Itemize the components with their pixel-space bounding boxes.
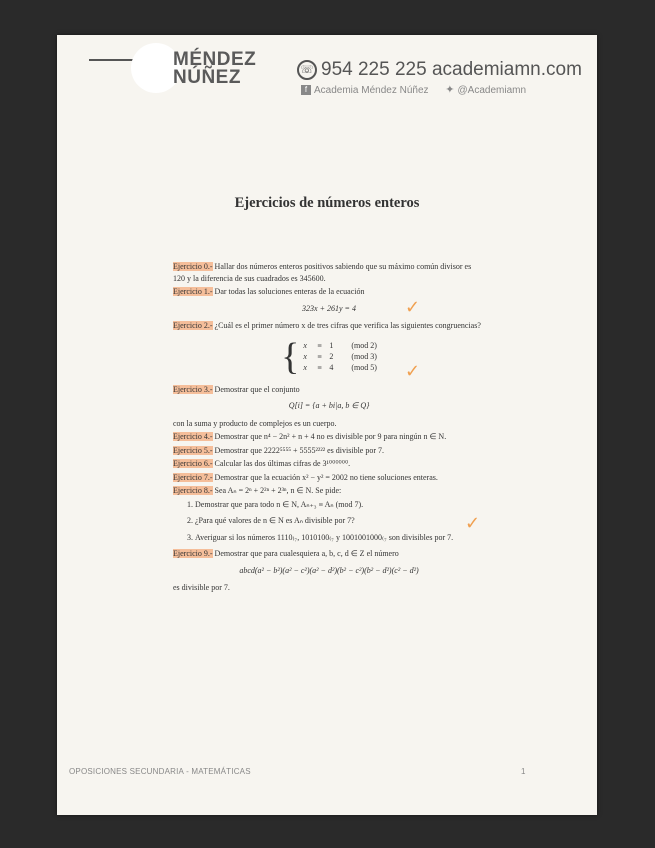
- list-item: 3. Averiguar si los números 1110₍₇, 1010100₍₇ y 1001001000₍₇ son divisibles por 7.: [195, 532, 485, 544]
- exercise-text: Hallar dos números enteros positivos sabiendo que su máximo común divisor es 120 y la diferencia de sus cuadrados es 345600.: [173, 262, 472, 283]
- exercise-text: Demostrar que n⁴ − 2n² + n + 4 no es divisible por 9 para ningún n ∈ N.: [214, 432, 447, 441]
- equation: 323x + 261y = 4: [302, 303, 356, 313]
- exercise-3-after: con la suma y producto de complejos es un cuerpo.: [173, 418, 337, 428]
- exercise-label: Ejercicio 7.-: [173, 472, 213, 482]
- document-page: [57, 35, 597, 815]
- congruence-row: x ≡ 4 (mod 5): [303, 363, 377, 372]
- logo: [173, 51, 256, 87]
- exercise-text: ¿Cuál es el primer número x de tres cifras que verifica las siguientes congruencias?: [214, 321, 481, 330]
- twitter-handle: @Academiamn: [457, 85, 527, 96]
- exercise-list: [173, 261, 485, 596]
- exercise-9-after: es divisible por 7.: [173, 583, 230, 592]
- exercise-6: [173, 458, 485, 470]
- exercise-5: [173, 445, 485, 457]
- exercise-label: Ejercicio 9.-: [173, 549, 213, 558]
- list-item: 1. Demostrar que para todo n ∈ N, Aₙ₊₃ ≡ Aₙ (mod 7).: [195, 499, 485, 511]
- exercise-3: [173, 384, 485, 396]
- exercise-label: Ejercicio 1.-: [173, 287, 213, 296]
- exercise-text: Demostrar que 2222⁵⁵⁵⁵ + 5555²²²² es divisible por 7.: [214, 445, 385, 455]
- exercise-1: [173, 286, 485, 298]
- exercise-text: Demostrar que para cualesquiera a, b, c, d ∈ Z el número: [214, 549, 399, 558]
- exercise-label: Ejercicio 0.-: [173, 262, 213, 271]
- exercise-7: [173, 472, 485, 484]
- exercise-2: [173, 320, 485, 332]
- exercise-0: [173, 261, 485, 284]
- exercise-4: [173, 431, 485, 443]
- exercise-label: Ejercicio 6.-: [173, 459, 213, 468]
- website: academiamn.com: [431, 59, 582, 80]
- contact-phone: [297, 59, 582, 81]
- congruence-system: [173, 335, 485, 378]
- facebook-name: Academia Méndez Núñez: [314, 85, 429, 96]
- logo-line1: MÉNDEZ: [173, 49, 257, 70]
- exercise-label: Ejercicio 4.-: [173, 432, 213, 441]
- phone-number: 954 225 225: [321, 59, 427, 80]
- phone-icon: ☏: [297, 60, 317, 80]
- checkmark-icon: ✓: [405, 297, 421, 318]
- checkmark-icon: ✓: [405, 361, 421, 382]
- exercise-text: Sea Aₙ = 2ⁿ + 2²ⁿ + 2³ⁿ, n ∈ N. Se pide:: [214, 486, 342, 495]
- exercise-8: [173, 485, 485, 497]
- checkmark-icon: ✓: [465, 513, 481, 534]
- list-item: 2. ¿Para qué valores de n ∈ N es Aₙ divisible por 7?: [195, 515, 485, 527]
- footer-text: OPOSICIONES SECUNDARIA - MATEMÁTICAS: [69, 767, 251, 776]
- page-number: 1: [521, 767, 526, 776]
- exercise-label: Ejercicio 8.-: [173, 486, 213, 495]
- exercise-label: Ejercicio 5.-: [173, 445, 213, 455]
- twitter-icon: ✦: [445, 84, 455, 96]
- page-title: Ejercicios de números enteros: [234, 195, 420, 211]
- exercise-text: Dar todas las soluciones enteras de la ecuación: [214, 287, 365, 296]
- exercise-8-items: [173, 499, 485, 544]
- equation: Q[i] = {a + bi|a, b ∈ Q}: [288, 401, 370, 410]
- exercise-label: Ejercicio 2.-: [173, 321, 213, 330]
- logo-line2: NÚÑEZ: [173, 67, 241, 88]
- congruence-row: x ≡ 1 (mod 2): [303, 341, 377, 350]
- congruence-row: x ≡ 2 (mod 3): [303, 352, 377, 361]
- exercise-label: Ejercicio 3.-: [173, 384, 213, 394]
- exercise-text: Calcular las dos últimas cifras de 3¹⁰⁰⁰⁰⁰⁰.: [214, 459, 351, 468]
- exercise-9: [173, 548, 485, 560]
- facebook-icon: f: [301, 85, 311, 95]
- equation: abcd(a² − b²)(a² − c²)(a² − d²)(b² − c²)(b² − d²)(c² − d²): [239, 565, 419, 575]
- social-links: [301, 83, 526, 96]
- brace: {: [281, 335, 300, 378]
- exercise-text: Demostrar que la ecuación x² − y² = 2002 no tiene soluciones enteras.: [214, 472, 438, 482]
- exercise-text: Demostrar que el conjunto: [214, 384, 300, 394]
